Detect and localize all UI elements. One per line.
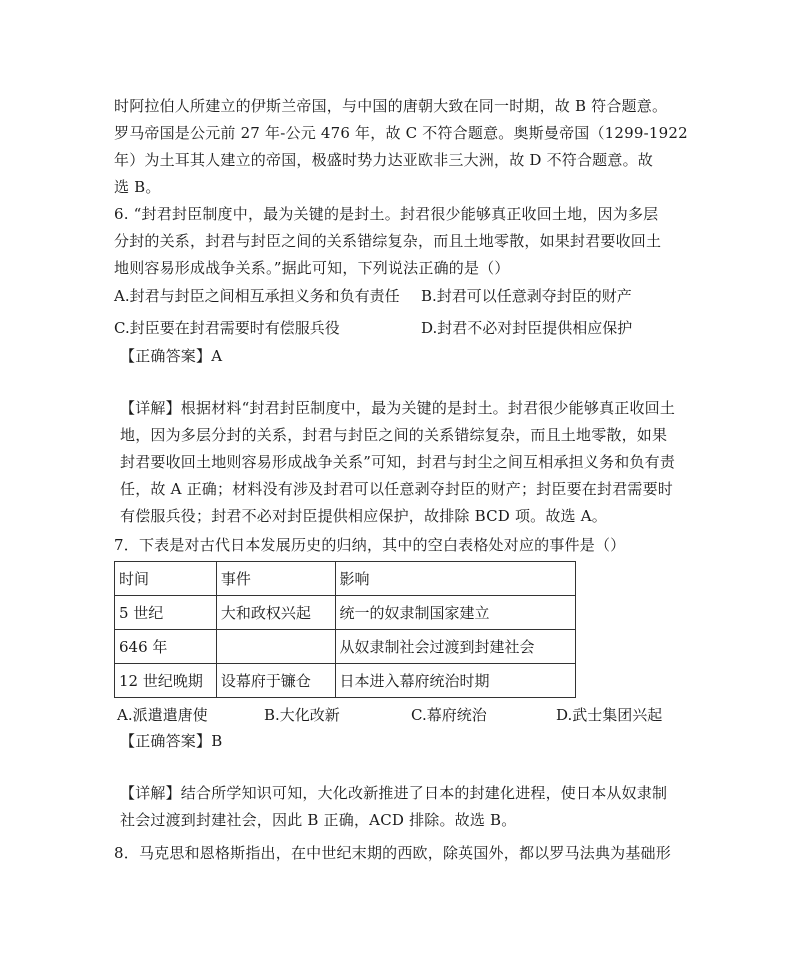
q7-detail-line-2: 社会过渡到封建社会，因此 B 正确，ACD 排除。故选 B。 (120, 811, 517, 829)
q6-detail-line-2: 地，因为多层分封的关系，封君与封臣之间的关系错综复杂，而且土地零散，如果 (120, 426, 668, 444)
table-cell: 646 年 (115, 630, 217, 664)
q6-option-a: A.封君与封臣之间相互承担义务和负有责任 (114, 287, 400, 305)
table-cell: 统一的奴隶制国家建立 (335, 596, 575, 630)
q7-option-c: C.幕府统治 (411, 706, 487, 724)
q5-detail-line-1: 时阿拉伯人所建立的伊斯兰帝国，与中国的唐朝大致在同一时期，故 B 符合题意。 (114, 97, 668, 115)
q6-option-c: C.封臣要在封君需要时有偿服兵役 (114, 319, 340, 337)
q5-detail-line-4: 选 B。 (114, 178, 161, 196)
table-cell: 5 世纪 (115, 596, 217, 630)
q6-detail-line-3: 封君要收回土地则容易形成战争关系”可知，封君与封尘之间互相承担义务和负有责 (120, 453, 676, 471)
q6-detail-line-5: 有偿服兵役；封君不必对封臣提供相应保护，故排除 BCD 项。故选 A。 (120, 507, 607, 525)
q7-detail-line-1: 【详解】结合所学知识可知，大化改新推进了日本的封建化进程，使日本从奴隶制 (120, 784, 668, 802)
q7-option-b: B.大化改新 (264, 706, 340, 724)
q6-stem-line-1: 6. “封君封臣制度中，最为关键的是封土。封君很少能够真正收回土地，因为多层 (114, 205, 659, 223)
table-header-cell: 影响 (335, 562, 575, 596)
q7-answer: 【正确答案】B (120, 732, 223, 750)
q6-detail-line-1: 【详解】根据材料“封君封臣制度中，最为关键的是封土。封君很少能够真正收回土 (120, 399, 676, 417)
q7-stem: 7．下表是对古代日本发展历史的归纳，其中的空白表格处对应的事件是（） (114, 536, 626, 554)
q6-detail-line-4: 任，故 A 正确；材料没有涉及封君可以任意剥夺封臣的财产；封臣要在封君需要时 (120, 480, 673, 498)
table-cell: 从奴隶制社会过渡到封建社会 (335, 630, 575, 664)
table-header-row (115, 562, 576, 596)
q6-stem-line-3: 地则容易形成战争关系。”据此可知，下列说法正确的是（） (114, 259, 510, 277)
q6-stem-line-2: 分封的关系，封君与封臣之间的关系错综复杂，而且土地零散，如果封君要收回土 (114, 232, 662, 250)
q7-option-a: A.派遣遣唐使 (117, 706, 208, 724)
q5-detail-line-2: 罗马帝国是公元前 27 年-公元 476 年，故 C 不符合题意。奥斯曼帝国（1299-1922 (114, 124, 688, 142)
q5-detail-line-3: 年）为土耳其人建立的帝国，极盛时势力达亚欧非三大洲，故 D 不符合题意。故 (114, 151, 653, 169)
table-cell: 日本进入幕府统治时期 (335, 664, 575, 698)
table-header-cell: 时间 (115, 562, 217, 596)
table-cell-blank (216, 630, 335, 664)
table-row (115, 664, 576, 698)
table-row (115, 630, 576, 664)
q7-option-d: D.武士集团兴起 (556, 706, 663, 724)
table-header-cell: 事件 (216, 562, 335, 596)
history-table (114, 561, 576, 698)
q6-option-b: B.封君可以任意剥夺封臣的财产 (421, 287, 632, 305)
table-cell: 12 世纪晚期 (115, 664, 217, 698)
table-cell: 设幕府于镰仓 (216, 664, 335, 698)
table-cell: 大和政权兴起 (216, 596, 335, 630)
q6-option-d: D.封君不必对封臣提供相应保护 (421, 319, 633, 337)
q6-answer: 【正确答案】A (120, 347, 223, 365)
table-row (115, 596, 576, 630)
q8-stem: 8．马克思和恩格斯指出，在中世纪末期的西欧，除英国外，都以罗马法典为基础形 (114, 844, 671, 862)
